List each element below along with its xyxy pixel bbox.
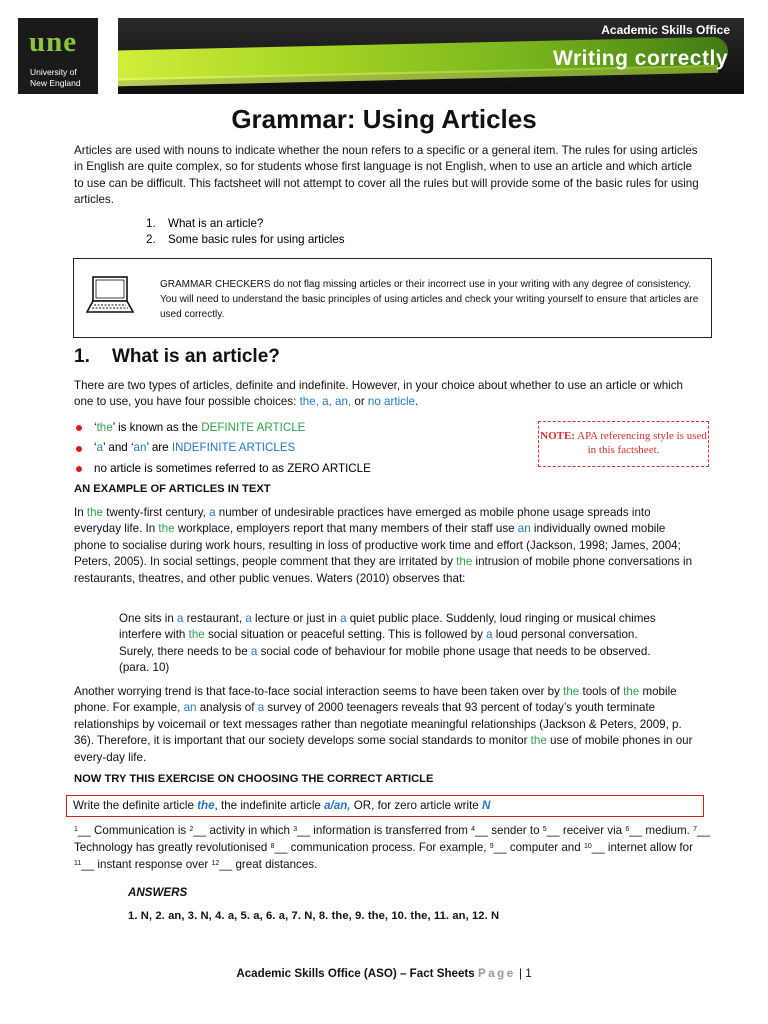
instruction-the: the [197,799,215,812]
text-run: OR, for zero article write [350,799,482,812]
a-highlight: a [96,441,104,455]
toc-num: 2. [146,233,156,247]
text-run: receiver via [562,824,623,837]
text-run: , the indefinite article [214,799,325,812]
instruction-n: N [481,799,491,812]
blank-number: 6 [625,826,630,833]
section-heading [74,346,280,368]
text-run: restaurant, [183,612,246,625]
blank-number: 7 [693,826,698,833]
text-run: ’ is known as the [112,421,198,434]
section-intro [74,378,700,411]
text-run: great distances. [235,858,318,871]
answer-blank[interactable]: __ [77,824,91,837]
blank-number: 12 [211,860,220,867]
answer-blank[interactable]: __ [546,824,560,837]
toc-label: Some basic rules for using articles [168,233,345,247]
an-highlight: an [133,441,147,455]
logo-sub-line1: University of [30,67,77,77]
toc-item [146,232,345,248]
text-run: instant response over [97,858,209,871]
text-run: Technology has greatly revolutionised [74,841,268,854]
blank-number: 11 [74,860,82,867]
page-number: 1 [525,967,532,980]
text-run: quiet public place. Suddenly, loud ringing or musical chimes interfere with [119,612,656,642]
toc-num: 1. [146,217,156,230]
article-the: the [623,685,640,698]
text-run: lecture or just in [251,612,341,625]
text-run: loud personal conversation. Surely, there needs to be [119,628,638,658]
answer-blank[interactable]: __ [697,824,710,837]
answer-blank[interactable]: __ [475,824,488,837]
choices-highlight: the, a, an, [299,395,352,409]
text-run: In [74,506,87,519]
grammar-checker-callout [73,258,712,338]
apa-note [538,421,709,467]
text-run: communication process. For example, [290,841,487,854]
text-run: ’ are [146,441,169,455]
answer-blank[interactable]: __ [274,841,288,854]
footer-page-word: Page [477,967,516,980]
text-run: ‘ [94,441,97,455]
bullet-item [74,459,371,479]
article-an: an [183,701,197,715]
footer-text: Academic Skills Office (ASO) – Fact Sheets [236,967,475,980]
section-title: What is an article? [112,346,280,367]
block-quote [119,611,659,677]
text-run: or [351,395,368,409]
article-the: the [563,685,580,698]
definite-article-label: DEFINITE ARTICLE [201,421,306,434]
article-a: a [177,612,184,625]
text-run: social situation or peaceful setting. This is followed by [204,628,487,642]
bullet-item [74,418,371,438]
text-run: Communication is [94,824,187,837]
exercise-text [74,822,714,873]
bullet-dot [76,425,82,431]
answer-blank[interactable]: __ [193,824,207,837]
text-run: analysis of [196,701,258,715]
text-run: number of undesirable practices have emerged as mobile phone usage spreads into everyday life. In [74,506,651,536]
toc-list [146,216,345,249]
toc-item [146,216,345,232]
text-run: sender to [491,824,540,837]
answer-blank[interactable]: __ [81,858,95,871]
text-run: no article is sometimes referred to as ZERO ARTICLE [94,461,371,475]
laptop-icon [86,274,134,318]
article-a: a [486,628,493,642]
bullet-item [74,438,371,458]
answers-label: ANSWERS [128,886,188,899]
article-the: the [530,734,547,748]
text-run: . [414,395,419,409]
article-a: a [250,644,258,658]
text-run: Another worrying trend is that face-to-face social interaction seems to have been taken over by [74,685,564,698]
blank-number: 2 [189,826,194,833]
bullet-dot [76,446,82,452]
article-the: the [456,555,473,569]
text-run: There are two types of articles, definite and indefinite. However, in your choice about whether to use an article or which one to use, you have four possible choices: [74,379,683,409]
exercise-instructions [66,795,704,817]
une-logo [18,18,98,94]
note-label: NOTE: [540,430,575,442]
text-run: internet allow for [607,841,693,854]
page-footer [0,967,768,980]
indefinite-articles-label: INDEFINITE ARTICLES [171,441,296,455]
office-label: Academic Skills Office [601,23,730,37]
intro-paragraph: Articles are used with nouns to indicate whether the noun refers to a specific or a general item. The rules for using articles in English are quite complex, so for students whose first language is not English, when to use an article and which article to use can be difficult. This factsheet will not attempt to cover all the rules but will provide some of the basic rules for using articles. [74,144,699,207]
answer-blank[interactable]: __ [591,841,605,854]
footer-separator: | [518,967,522,980]
article-types-list [74,418,371,479]
blank-number: 3 [293,826,298,833]
text-run: Write the definite article [73,799,198,812]
article-the: the [86,506,104,519]
article-an: an [517,522,531,536]
answers-list: 1. N, 2. an, 3. N, 4. a, 5. a, 6. a, 7. N, 8. the, 9. the, 10. the, 11. an, 12. N [128,910,500,922]
paragraph-three [74,684,700,766]
answer-blank[interactable]: __ [219,858,233,871]
exercise-heading: NOW TRY THIS EXERCISE ON CHOOSING THE CORRECT ARTICLE [74,773,434,785]
text-run: intrusion of mobile phone conversations in restaurants, theatres, and other public venues. Waters (2010) observes that: [74,555,693,585]
article-a: a [340,612,347,625]
answer-blank[interactable]: __ [493,841,507,854]
instruction-a-an: a/an, [324,799,351,812]
text-run: twenty-first century, [103,506,210,519]
text-run: mobile phone. For example, [74,685,677,715]
note-text: APA referencing style is used in this factsheet. [574,430,707,456]
header-banner [118,18,744,94]
example-heading: AN EXAMPLE OF ARTICLES IN TEXT [74,483,271,495]
article-a: a [257,701,265,715]
text-run: activity in which [209,824,291,837]
blank-number: 10 [583,843,592,850]
text-run: computer and [509,841,581,854]
toc-label: What is an article? [168,217,264,230]
text-run: survey of 2000 teenagers reveals that 93 percent of today’s youth terminate relationships by voicemail or text messages rather than negotiate meaningful relationships (Jackson & Peters, 2009, p. 36). Therefore, it is important that our society develops some social standards to monitor [74,701,682,748]
blank-number: 1 [74,826,78,833]
text-run: ’ and ‘ [103,441,134,455]
text-run: ‘ [94,421,97,434]
page-title: Grammar: Using Articles [231,104,537,134]
text-run: medium. [645,824,690,837]
answer-blank[interactable]: __ [629,824,643,837]
blank-number: 4 [471,826,476,833]
text-run: tools of [579,685,624,698]
logo-mark: une [29,26,78,58]
example-paragraph [74,505,700,587]
logo-subtitle [30,67,81,89]
article-a: a [245,612,252,625]
callout-text: GRAMMAR CHECKERS do not flag missing articles or their incorrect use in your writing with any degree of consistency. You will need to understand the basic principles of using articles and check your writing yourself to ensure that articles are used correctly. [160,279,699,320]
bullet-dot [76,466,82,472]
banner-title: Writing correctly [553,47,728,70]
text-run: workplace, employers report that many members of their staff use [174,522,518,536]
the-highlight: the [96,421,113,434]
text-run: individually owned mobile phone to socialise during work hours, resulting in loss of productive work time and effort (Jackson, 1998; James, 2004; Peters, 2005). In social settings, people comment that they are irritated by [74,522,681,569]
answer-blank[interactable]: __ [297,824,311,837]
text-run: social code of behaviour for mobile phone usage that needs to be observed. (para. 10) [119,644,651,675]
blank-number: 8 [270,843,275,850]
no-article-highlight: no article [367,395,415,409]
article-the: the [188,628,205,642]
section-number: 1. [74,346,90,367]
text-run: One sits in [119,612,177,625]
blank-number: 5 [542,826,547,833]
text-run: use of mobile phones in our every-day life. [74,734,693,764]
blank-number: 9 [489,843,494,850]
article-a: a [209,506,216,519]
text-run: information is transferred from [313,824,468,837]
article-the: the [158,522,175,536]
logo-sub-line2: New England [30,78,81,88]
